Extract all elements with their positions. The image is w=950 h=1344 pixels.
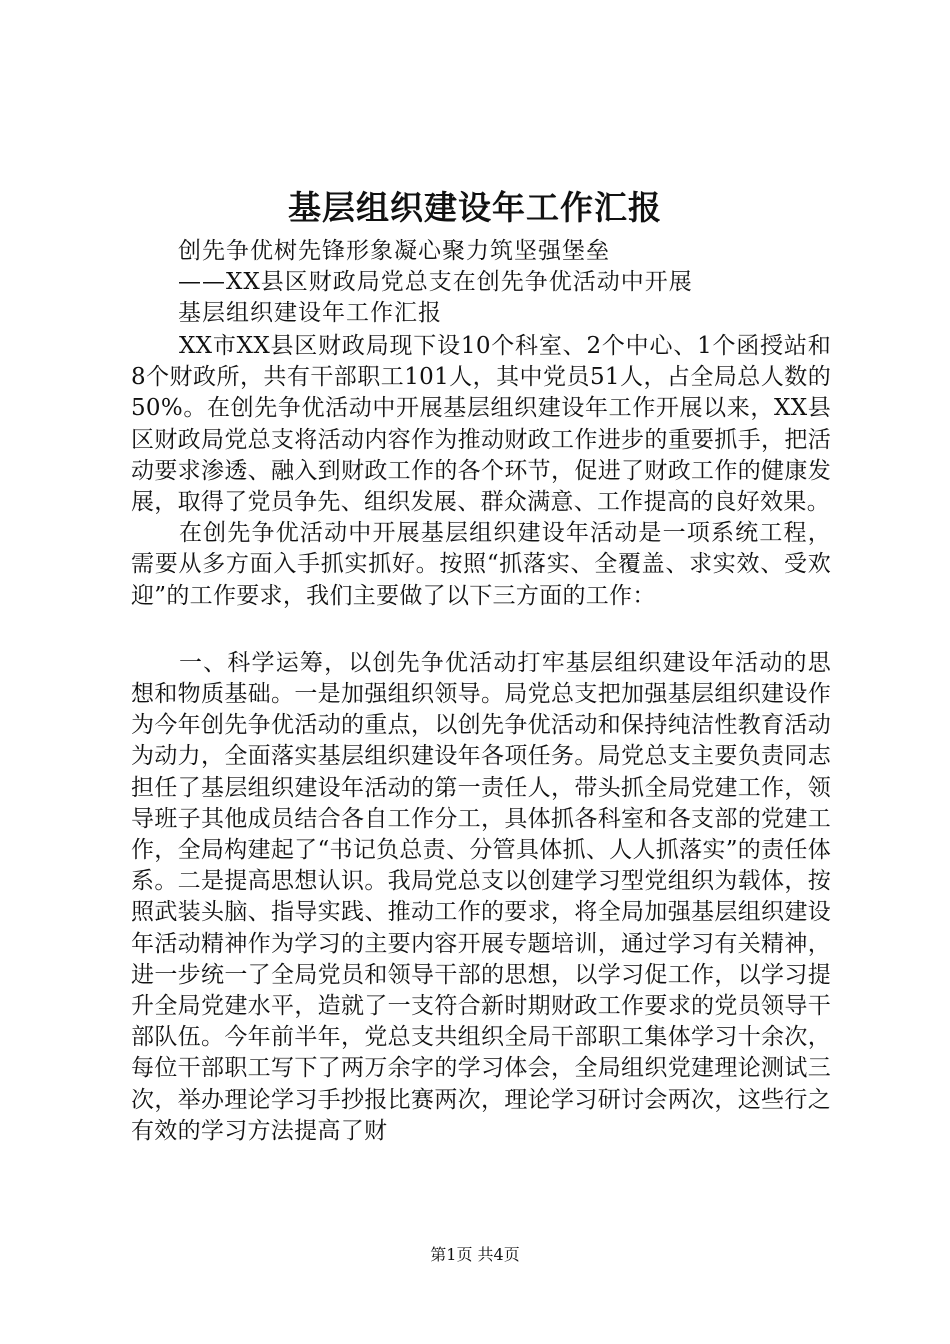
paragraph-spacer <box>131 612 831 648</box>
document-body <box>131 331 831 1147</box>
subtitle-line-2: ——XX县区财政局党总支在创先争优活动中开展 <box>178 269 693 295</box>
subtitle-line-3: 基层组织建设年工作汇报 <box>178 300 442 326</box>
page-footer <box>0 1244 950 1266</box>
page-number: 第1页 <box>430 1245 473 1264</box>
paragraph-section-one: 一、科学运筹，以创先争优活动打牢基层组织建设年活动的思想和物质基础。一是加强组织领导。局党总支把加强基层组织建设作为今年创先争优活动的重点，以创先争优活动和保持纯洁性教育活动为动力，全面落实基层组织建设年各项任务。局党总支主要负责同志担任了基层组织建设年活动的第一责任人，带头抓全局党建工作，领导班子其他成员结合各自工作分工，具体抓各科室和各支部的党建工作，全局构建起了“书记负总责、分管具体抓、人人抓落实”的责任体系。二是提高思想认识。我局党总支以创建学习型党组织为载体，按照武装头脑、指导实践、推动工作的要求，将全局加强基层组织建设年活动精神作为学习的主要内容开展专题培训，通过学习有关精神，进一步统一了全局党员和领导干部的思想，以学习促工作，以学习提升全局党建水平，造就了一支符合新时期财政工作要求的党员领导干部队伍。今年前半年，党总支共组织全局干部职工集体学习十余次，每位干部职工写下了两万余字的学习体会，全局组织党建理论测试三次，举办理论学习手抄报比赛两次，理论学习研讨会两次，这些行之有效的学习方法提高了财 <box>131 649 831 1144</box>
page-total: 共4页 <box>477 1245 520 1264</box>
paragraph-intro: XX市XX县区财政局现下设10个科室、2个中心、1个函授站和8个财政所，共有干部职工101人，其中党员51人，占全局总人数的50%。在创先争优活动中开展基层组织建设年工作开展以来，XX县区财政局党总支将活动内容作为推动财政工作进步的重要抓手，把活动要求渗透、融入到财政工作的各个环节，促进了财政工作的健康发展，取得了党员争先、组织发展、群众满意、工作提高的良好效果。 <box>131 333 831 516</box>
paragraph-overview: 在创先争优活动中开展基层组织建设年活动是一项系统工程，需要从多方面入手抓实抓好。按照“抓落实、全覆盖、求实效、受欢迎”的工作要求，我们主要做了以下三方面的工作： <box>131 520 831 609</box>
subtitle-block <box>178 236 858 329</box>
subtitle-line-1: 创先争优树先锋形象凝心聚力筑坚强堡垒 <box>178 238 610 264</box>
document-title: 基层组织建设年工作汇报 <box>288 188 662 227</box>
